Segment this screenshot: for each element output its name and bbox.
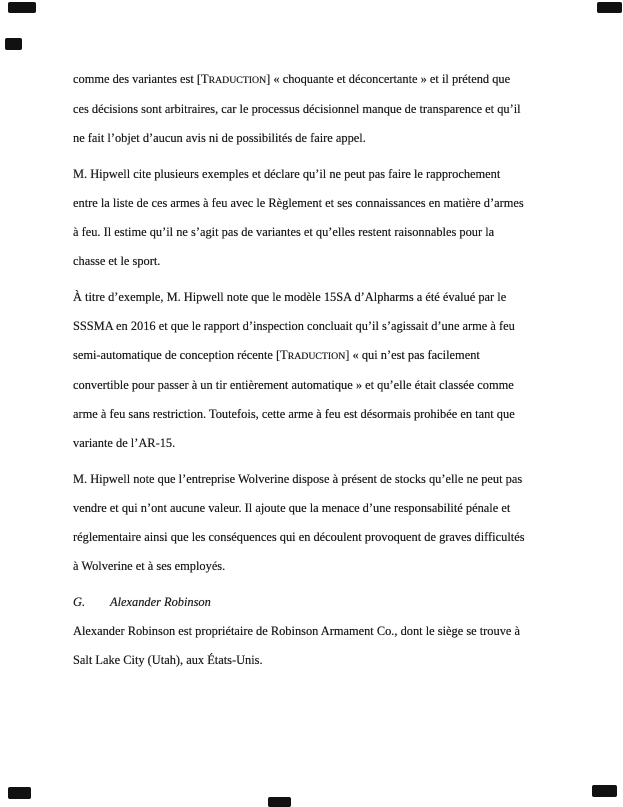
text-line: M. Hipwell cite plusieurs exemples et déclare qu’il ne peut pas faire le rapprochement [73, 167, 501, 181]
scan-mark [5, 38, 22, 50]
text-line: ne fait l’objet d’aucun avis ni de possibilités de faire appel. [73, 131, 366, 145]
text-line: semi-automatique de conception récente [TRADUCTION] « qui n’est pas facilement [73, 348, 480, 362]
text-line: comme des variantes est [TRADUCTION] « choquante et déconcertante » et il prétend que [73, 72, 511, 86]
section-heading [73, 588, 552, 617]
text-line: à Wolverine et à ses employés. [73, 559, 226, 573]
text-line: Salt Lake City (Utah), aux États-Unis. [73, 653, 263, 667]
document-body [73, 65, 552, 682]
smallcaps-text: RADUCTION [208, 75, 267, 86]
text-line: vendre et qui n’ont aucune valeur. Il ajoute que la menace d’une responsabilité pénale et [73, 501, 511, 515]
text-line: M. Hipwell note que l’entreprise Wolverine dispose à présent de stocks qu’elle ne peut pas [73, 472, 523, 486]
paragraph [73, 617, 552, 675]
scan-mark [597, 2, 622, 13]
text-line: ces décisions sont arbitraires, car le processus décisionnel manque de transparence et qu’il [73, 102, 521, 116]
paragraph [73, 160, 552, 276]
text-line: À titre d’exemple, M. Hipwell note que le modèle 15SA d’Alpharms a été évalué par le [73, 290, 507, 304]
section-letter: G. [73, 595, 86, 609]
scan-mark [268, 797, 291, 807]
text-line: convertible pour passer à un tir entièrement automatique » et qu’elle était classée comme [73, 378, 514, 392]
paragraph [73, 65, 552, 153]
scan-mark [592, 785, 617, 797]
text-line: SSSMA en 2016 et que le rapport d’inspection concluait qu’il s’agissait d’une arme à feu [73, 319, 515, 333]
text-line: Alexander Robinson est propriétaire de Robinson Armament Co., dont le siège se trouve à [73, 624, 520, 638]
scan-mark [8, 787, 31, 799]
text-line: réglementaire ainsi que les conséquences qui en découlent provoquent de graves difficultés [73, 530, 525, 544]
text-line: arme à feu sans restriction. Toutefois, cette arme à feu est désormais prohibée en tant que [73, 407, 515, 421]
section-title: Alexander Robinson [110, 595, 211, 609]
paragraph [73, 465, 552, 581]
text-line: entre la liste de ces armes à feu avec le Règlement et ses connaissances en matière d’armes [73, 196, 524, 210]
text-line: chasse et le sport. [73, 254, 161, 268]
smallcaps-text: RADUCTION [287, 351, 346, 362]
text-line: variante de l’AR-15. [73, 436, 176, 450]
text-line: à feu. Il estime qu’il ne s’agit pas de variantes et qu’elles restent raisonnables pour la [73, 225, 495, 239]
scan-mark [8, 2, 36, 13]
paragraph [73, 283, 552, 458]
